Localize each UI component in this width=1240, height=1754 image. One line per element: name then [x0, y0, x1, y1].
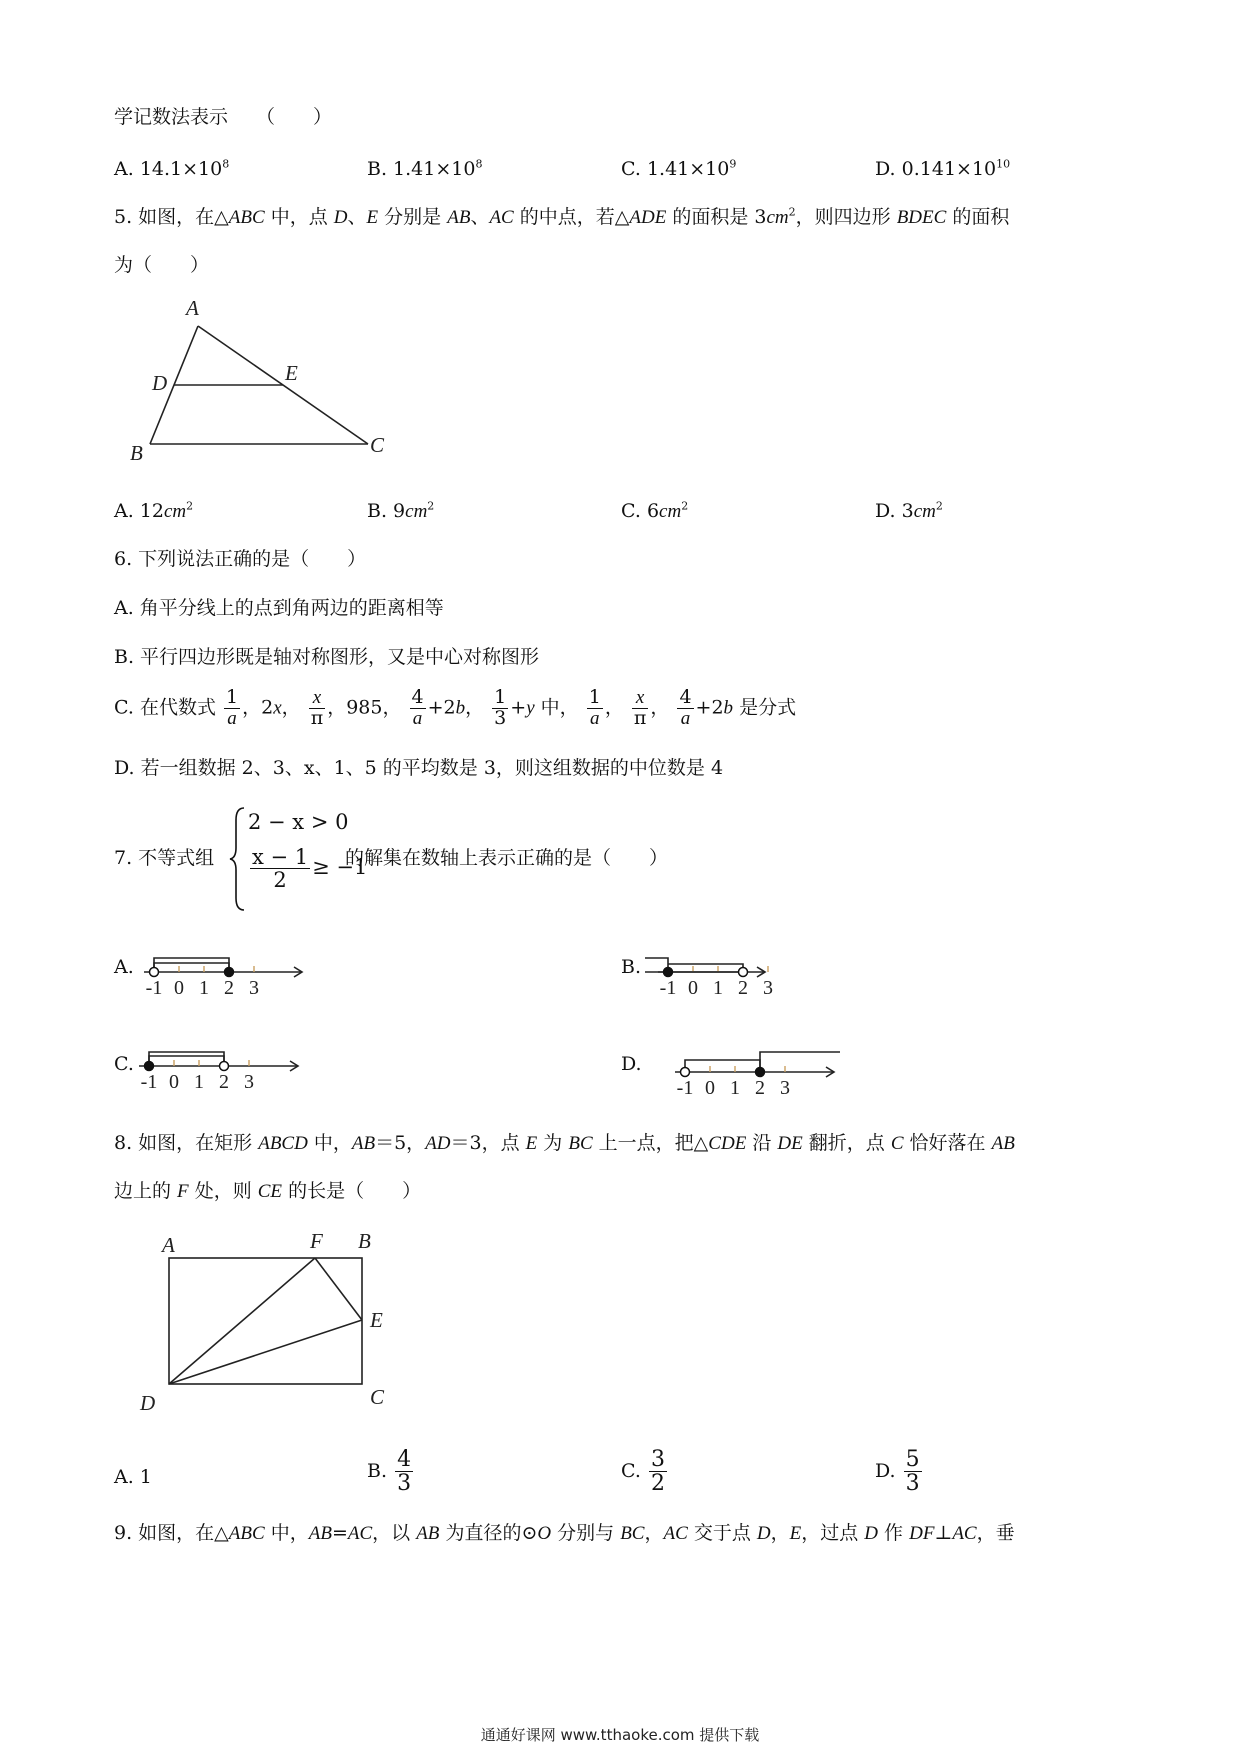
math-symbol: AB [351, 1133, 376, 1154]
option-value: 1.41×10 [393, 158, 476, 180]
tick-label: 0 [169, 1071, 179, 1093]
denominator: a [680, 707, 691, 729]
option-label: C. [621, 158, 647, 180]
q8-option-c [621, 1448, 669, 1495]
stem-text: ，过点 [801, 1522, 865, 1544]
q7-tail: 的解集在数轴上表示正确的是（ ） [345, 847, 669, 869]
solution-ray [685, 1060, 760, 1072]
tick-label: 2 [219, 1071, 229, 1093]
closed-dot [664, 968, 673, 977]
math-symbol: BC [568, 1133, 593, 1154]
denominator: a [412, 707, 423, 729]
fraction [677, 688, 693, 729]
q5-option-a [114, 500, 193, 524]
q6-option-b: B. 平行四边形既是轴对称图形，又是中心对称图形 [114, 646, 540, 668]
numerator: 4 [397, 1447, 412, 1472]
fraction [492, 688, 508, 729]
q5-text: D [333, 207, 348, 228]
label-a: A [186, 296, 199, 320]
q4-option-c [621, 158, 736, 181]
number-line-b [645, 940, 865, 1000]
math-symbol: CE [257, 1181, 283, 1202]
q6c-text: ，985， [327, 696, 402, 719]
label-e: E [370, 1308, 383, 1332]
math-symbol: AB [991, 1133, 1015, 1154]
denominator: π [633, 706, 647, 729]
denominator: 2 [650, 1471, 665, 1497]
option-label: D. 3 [875, 500, 914, 522]
option-value: 1.41×10 [646, 158, 730, 180]
open-dot [681, 1068, 690, 1077]
q6c-text: +2 [427, 696, 456, 719]
math-symbol: D [864, 1523, 879, 1544]
option-value: 0.141×10 [901, 158, 997, 180]
label-b: B [358, 1229, 371, 1253]
stem-text: ，以 [372, 1522, 417, 1544]
q8-option-a: A. 1 [114, 1466, 152, 1488]
option-label: D. [875, 1460, 896, 1483]
fraction [224, 688, 240, 729]
denominator: a [590, 707, 600, 729]
option-exponent: 2 [427, 499, 435, 513]
q5-text: 、 [347, 206, 367, 228]
label-a: A [162, 1233, 175, 1257]
q5-option-c [621, 500, 688, 524]
open-dot [150, 968, 159, 977]
math-symbol: F [177, 1181, 189, 1202]
q6-option-a: A. 角平分线上的点到角两边的距离相等 [114, 597, 444, 619]
tick-label: 0 [688, 977, 698, 999]
stem-text: 沿 [746, 1132, 778, 1154]
denominator: 3 [905, 1471, 920, 1497]
tick-label: 3 [249, 977, 259, 999]
math-symbol: DE [777, 1133, 803, 1154]
numerator: 5 [905, 1447, 920, 1472]
label-c: C [370, 1385, 385, 1409]
label-c: C [370, 433, 385, 457]
math-symbol: AC [952, 1523, 977, 1544]
option-unit: cm [913, 501, 936, 522]
tick-label: 0 [705, 1077, 715, 1099]
closed-dot [756, 1068, 765, 1077]
q9-stem-line1 [114, 1522, 1015, 1546]
tick-label: -1 [659, 977, 677, 999]
q7-inequality-1: 2 − x > 0 [248, 810, 349, 834]
stem-text: 翻折，点 [802, 1132, 891, 1154]
tick-label: -1 [140, 1071, 158, 1093]
tick-label: 1 [730, 1077, 740, 1099]
option-exponent: 2 [935, 499, 943, 513]
stem-text: 中， [307, 1132, 352, 1154]
q8-stem-line2 [114, 1180, 421, 1204]
tick-label: 2 [224, 977, 234, 999]
stem-text: 上一点，把△ [592, 1132, 709, 1154]
open-dot [220, 1062, 229, 1071]
q5-text: AC [489, 207, 514, 228]
option-label: C. [621, 1460, 641, 1483]
fraction [904, 1448, 922, 1495]
option-unit: cm [163, 501, 187, 522]
math-symbol: AD [425, 1133, 451, 1154]
q6-option-d: D. 若一组数据 2、3、x、1、5 的平均数是 3，则这组数据的中位数是 4 [114, 757, 724, 779]
q6c-text: 是分式 [733, 696, 797, 719]
q5-text: 5. 如图，在△ [114, 206, 229, 228]
option-label: A. 12 [114, 500, 164, 522]
stem-text: ＝5， [375, 1132, 426, 1154]
numerator: x [632, 688, 649, 709]
math-symbol: BC [620, 1523, 645, 1544]
numerator: 4 [411, 686, 424, 708]
stem-text: ，垂 [976, 1522, 1015, 1544]
math-symbol: CDE [708, 1133, 747, 1154]
option-exponent: 9 [729, 157, 737, 171]
q5-text: 分别是 [378, 206, 448, 228]
q5-text: ABC [228, 207, 265, 228]
q6c-text: ， [281, 696, 301, 719]
segment-de [169, 1320, 362, 1384]
tick-label: -1 [676, 1077, 694, 1099]
q5-stem-line2: 为（ ） [114, 254, 210, 276]
option-label: B. 9 [367, 500, 406, 522]
q5-text: 的面积是 3 [666, 206, 767, 228]
q4-tail-text: 学记数法表示 [114, 106, 229, 128]
q6c-text: + [510, 696, 527, 719]
tick-label: 1 [194, 1071, 204, 1093]
q8-rectangle-figure [130, 1228, 420, 1418]
q6c-text: C. 在代数式 [114, 696, 216, 719]
denominator: a [227, 707, 237, 729]
stem-text: = [331, 1522, 348, 1544]
q4-paren: （ ） [256, 106, 333, 128]
option-label: A. [114, 158, 140, 180]
q4-option-b [367, 158, 482, 181]
q5-text: ，则四边形 [795, 206, 897, 228]
option-label: D. [875, 158, 902, 180]
label-e: E [285, 361, 298, 385]
q7-rhs: ≥ −1 [312, 855, 368, 880]
denominator: 3 [397, 1471, 412, 1497]
math-symbol: ABCD [258, 1133, 308, 1154]
math-symbol: DF [909, 1523, 935, 1544]
segment-fe [315, 1258, 362, 1320]
q4-tail-line [114, 106, 332, 129]
fraction [410, 688, 426, 729]
stem-text: 为 [537, 1132, 569, 1154]
fraction [309, 688, 326, 729]
option-label: B. [367, 1460, 388, 1483]
numerator: 1 [226, 686, 239, 708]
q5-triangle-figure [120, 290, 400, 470]
numerator: 1 [588, 686, 601, 708]
q5-text: BDEC [896, 207, 947, 228]
stem-text: 中， [264, 1522, 309, 1544]
number-line-a [140, 940, 310, 1000]
option-exponent: 8 [222, 157, 230, 171]
fraction [632, 688, 649, 729]
q6c-text: x [273, 697, 282, 719]
stem-text: 边上的 [114, 1180, 178, 1202]
q6c-text: 中， [534, 696, 579, 719]
numerator: 4 [679, 686, 692, 708]
q7-option-d-label: D. [621, 1053, 642, 1075]
denominator: π [310, 706, 324, 729]
label-d: D [152, 371, 168, 395]
q4-option-a [114, 158, 229, 181]
label-b: B [130, 441, 143, 465]
q5-text: AB [447, 207, 471, 228]
stem-text: 9. 如图，在△ [114, 1522, 229, 1544]
q6-option-c [114, 688, 796, 729]
stem-text: 分别与 [551, 1522, 621, 1544]
q8-option-b [367, 1448, 415, 1495]
solution-ray [154, 958, 229, 972]
stem-text: 为直径的⊙ [439, 1522, 538, 1544]
q5-text: 、 [470, 206, 490, 228]
q8-option-d [875, 1448, 924, 1495]
stem-text: 交于点 [687, 1522, 757, 1544]
math-symbol: AC [663, 1523, 688, 1544]
q7-brace [228, 806, 248, 912]
segment-df [169, 1258, 315, 1384]
math-symbol: AB [416, 1523, 440, 1544]
fraction [395, 1448, 413, 1495]
page-footer: 通通好课网 www.tthaoke.com 提供下载 [480, 1726, 760, 1744]
stem-text: 恰好落在 [903, 1132, 992, 1154]
q7-option-a-label: A. [114, 956, 134, 978]
open-dot [739, 968, 748, 977]
number-line-d [670, 1040, 870, 1100]
stem-text: 8. 如图，在矩形 [114, 1132, 259, 1154]
tick-label: 2 [738, 977, 748, 999]
option-label: B. [367, 158, 394, 180]
numerator: 3 [650, 1447, 665, 1472]
math-symbol: D [756, 1523, 771, 1544]
tick-label: 3 [244, 1071, 254, 1093]
q6c-text: b [723, 697, 734, 719]
option-exponent: 10 [996, 157, 1011, 171]
closed-dot [145, 1062, 154, 1071]
tick-label: -1 [145, 977, 163, 999]
tick-label: 1 [713, 977, 723, 999]
q5-text: 的中点，若△ [513, 206, 630, 228]
solution-ray [149, 1052, 224, 1066]
q6c-text: ，2 [242, 696, 274, 719]
math-symbol: C [890, 1133, 904, 1154]
numerator: 1 [494, 686, 507, 708]
q6c-text: y [526, 697, 535, 719]
math-symbol: AB [308, 1523, 332, 1544]
q5-option-b [367, 500, 434, 524]
math-symbol: E [789, 1523, 802, 1544]
q6c-text: +2 [695, 696, 724, 719]
q7-lead: 7. 不等式组 [114, 847, 215, 869]
solution-ray [154, 963, 229, 972]
tick-label: 2 [755, 1077, 765, 1099]
fraction [250, 846, 310, 891]
stem-text: 处，则 [188, 1180, 258, 1202]
rectangle-abcd [169, 1258, 362, 1384]
q6c-text: ， [465, 696, 485, 719]
solution-ray [668, 964, 743, 972]
tick-label: 3 [780, 1077, 790, 1099]
q4-option-d [875, 158, 1010, 181]
stem-text: ， [770, 1522, 790, 1544]
label-d: D [140, 1391, 156, 1415]
stem-text: ＝3，点 [450, 1132, 526, 1154]
fraction [649, 1448, 667, 1495]
option-label: C. 6 [621, 500, 660, 522]
fraction [587, 688, 603, 729]
q5-text: ADE [629, 207, 667, 228]
math-symbol: AC [347, 1523, 373, 1544]
denominator: 2 [273, 868, 287, 893]
q7-option-c-label: C. [114, 1053, 134, 1075]
stem-text: ⊥ [934, 1522, 953, 1544]
option-unit: cm [405, 501, 428, 522]
numerator: x − 1 [252, 845, 309, 869]
q6c-text: ， [650, 696, 670, 719]
q5-text: cm [766, 207, 789, 228]
stem-text: 的长是（ ） [282, 1180, 422, 1202]
stem-text: ， [644, 1522, 664, 1544]
q7-option-b-label: B. [621, 956, 642, 978]
math-symbol: E [525, 1133, 538, 1154]
option-exponent: 2 [681, 499, 689, 513]
q5-text: 的面积 [946, 206, 1010, 228]
numerator: x [309, 688, 326, 709]
q6c-text: ， [604, 696, 624, 719]
option-unit: cm [659, 501, 682, 522]
label-f: F [310, 1229, 323, 1253]
tick-label: 3 [763, 977, 773, 999]
q5-stem-line1 [114, 206, 1009, 230]
q5-text: E [366, 207, 379, 228]
q5-option-d [875, 500, 943, 524]
q5-exponent: 2 [788, 205, 796, 219]
q8-stem-line1 [114, 1132, 1015, 1156]
option-exponent: 8 [475, 157, 483, 171]
denominator: 3 [494, 706, 507, 729]
stem-text: 作 [878, 1522, 910, 1544]
closed-dot [225, 968, 234, 977]
number-line-c [138, 1034, 308, 1094]
q6-stem: 6. 下列说法正确的是（ ） [114, 548, 367, 570]
tick-label: 1 [199, 977, 209, 999]
option-value: 14.1×10 [139, 158, 223, 180]
math-symbol: ABC [228, 1523, 265, 1544]
tick-label: 0 [174, 977, 184, 999]
option-exponent: 2 [186, 499, 194, 513]
q5-text: 中，点 [264, 206, 334, 228]
solution-ray [149, 1056, 224, 1066]
q6c-text: b [455, 697, 466, 719]
math-symbol: O [537, 1523, 552, 1544]
